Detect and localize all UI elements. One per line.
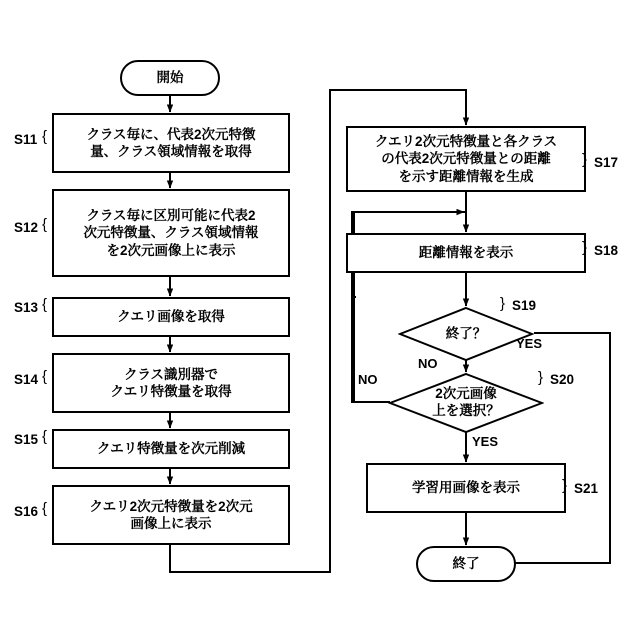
- node-s11-label: クラス毎に、代表2次元特徴 量、クラス領域情報を取得: [86, 126, 256, 159]
- edge-label-s20-no: [358, 372, 378, 387]
- node-s16-label: クエリ2次元特徴量を2次元 画像上に表示: [89, 498, 253, 531]
- node-s18: [346, 233, 586, 273]
- step-label-s14-text: S14: [14, 372, 39, 387]
- step-label-s18: [594, 243, 618, 258]
- node-s15: [52, 429, 290, 469]
- node-s19: [398, 306, 534, 362]
- node-s11: [52, 113, 290, 173]
- step-label-s12-text: S12: [14, 220, 39, 235]
- node-end-label: 終了: [452, 556, 480, 572]
- edge-label-s20-no-text: NO: [358, 372, 378, 387]
- node-s20-label: 2次元画像 上を選択？: [432, 386, 500, 418]
- brace-s18: }: [582, 239, 588, 256]
- brace-s20: }: [538, 369, 544, 386]
- step-label-s13-text: S13: [14, 300, 39, 315]
- edge-label-s19-no-text: NO: [418, 356, 438, 371]
- brace-s11: {: [42, 128, 48, 145]
- brace-s16: {: [42, 500, 48, 517]
- node-s18-label: 距離情報を表示: [418, 245, 514, 261]
- step-label-s14: [14, 372, 38, 387]
- edge-label-s20-yes-text: YES: [472, 434, 499, 449]
- node-s17-label: クエリ2次元特徴量と各クラス の代表2次元特徴量との距離 を示す距離情報を生成: [374, 134, 558, 184]
- node-s12: [52, 189, 290, 277]
- node-s21: [366, 463, 566, 513]
- brace-s12: {: [42, 216, 48, 233]
- node-s12-label: クラス毎に区別可能に代表2 次元特徴量、クラス領域情報 を2次元画像上に表示: [83, 208, 259, 258]
- step-label-s21: [574, 481, 598, 496]
- node-start-label: 開始: [156, 70, 184, 86]
- brace-s14: {: [42, 368, 48, 385]
- step-label-s18-text: S18: [594, 243, 619, 258]
- node-s13-label: クエリ画像を取得: [117, 309, 225, 325]
- edge-label-s20-yes: [472, 434, 498, 449]
- step-label-s15-text: S15: [14, 432, 39, 447]
- node-s16: [52, 485, 290, 545]
- step-label-s20: [550, 372, 574, 387]
- node-s13: [52, 297, 290, 337]
- node-s15-label: クエリ特徴量を次元削減: [96, 441, 246, 457]
- edge-label-s19-yes-text: YES: [516, 336, 543, 351]
- node-s14-label: クラス識別器で クエリ特徴量を取得: [110, 366, 232, 399]
- step-label-s16-text: S16: [14, 504, 39, 519]
- step-label-s11-text: S11: [14, 132, 38, 147]
- step-label-s16: [14, 504, 38, 519]
- step-label-s12: [14, 220, 38, 235]
- node-s21-label: 学習用画像を表示: [412, 480, 520, 496]
- edge-label-s19-no: [418, 356, 438, 371]
- step-label-s17: [594, 155, 618, 170]
- edge-label-s19-yes: [516, 336, 542, 351]
- brace-s13: {: [42, 296, 48, 313]
- node-start: [120, 60, 220, 96]
- brace-s15: {: [42, 428, 48, 445]
- brace-s21: }: [562, 477, 568, 494]
- node-s20: [388, 369, 544, 434]
- step-label-s21-text: S21: [574, 481, 599, 496]
- step-label-s13: [14, 300, 38, 315]
- node-s19-label: 終了？: [445, 325, 487, 341]
- step-label-s11: [14, 132, 37, 147]
- step-label-s20-text: S20: [550, 372, 575, 387]
- step-label-s15: [14, 432, 38, 447]
- node-s14: [52, 353, 290, 413]
- node-s17: [346, 126, 586, 192]
- node-end: [416, 546, 516, 582]
- step-label-s19: [512, 298, 536, 313]
- step-label-s19-text: S19: [512, 298, 537, 313]
- step-label-s17-text: S17: [594, 155, 619, 170]
- brace-s19: }: [500, 295, 506, 312]
- brace-s17: }: [582, 151, 588, 168]
